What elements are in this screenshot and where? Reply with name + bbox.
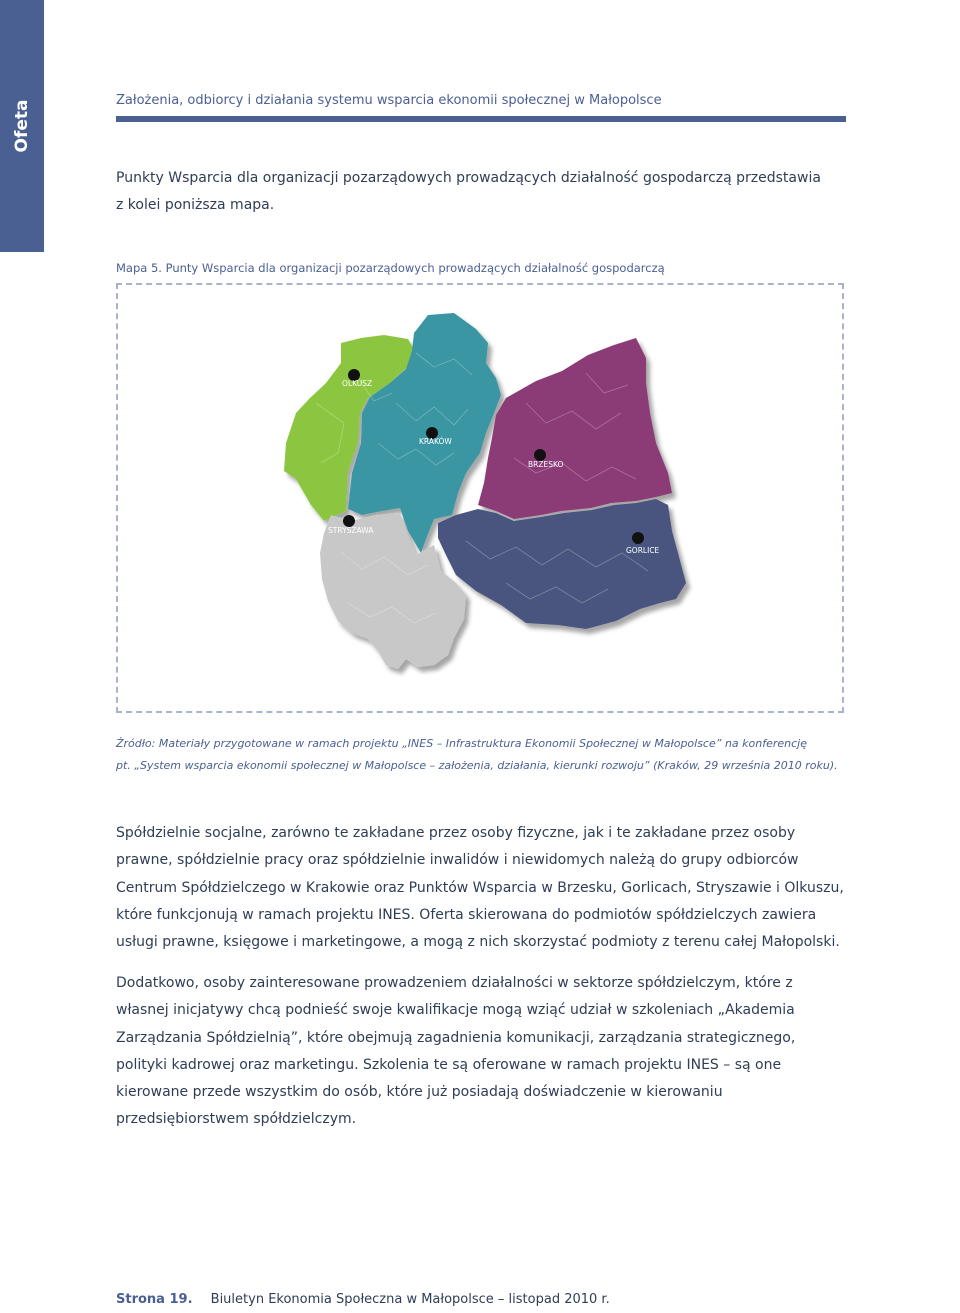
body-paragraph-2: Dodatkowo, osoby zainteresowane prowadzeniem działalności w sektorze spółdzielczym, które z własnej inicjatywy chcą podnieść swoje kwalifikacje mogą wziąć udział w szkoleniach „Akademia Zarządzania Spółdzielnią”, które obejmują zagadnienia komunikacji, zarządzania strategicznego, polityki kadrowej oraz marketingu. Szkolenia te są oferowane w ramach projektu INES – są one kierowane przede wszystkim do osób, które już posiadają doświadczenie w kierowaniu przedsiębiorstwem spółdzielczym. (116, 975, 796, 1128)
map-caption: Mapa 5. Punty Wsparcia dla organizacji pozarządowych prowadzących działalność gospodarczą (116, 261, 665, 275)
krakow-label: KRAKÓW (419, 437, 452, 446)
olkusz-label: OLKUSZ (342, 379, 373, 388)
publication-title: Biuletyn Ekonomia Społeczna w Małopolsce – listopad 2010 r. (210, 1292, 610, 1307)
brzesko-label: BRZESKO (528, 460, 564, 469)
gorlice-region (438, 499, 686, 629)
intro-paragraph (116, 165, 846, 219)
map-source (116, 733, 844, 777)
gorlice-label: GORLICE (626, 546, 660, 555)
side-tab (0, 0, 44, 252)
body-paragraph-1: Spółdzielnie socjalne, zarówno te zakładane przez osoby fizyczne, jak i te zakładane przez osoby prawne, spółdzielnie pracy oraz spółdzielnie inwalidów i niewidomych należą do grupy odbiorców Centrum Spółdzielczego w Krakowie oraz Punktów Wsparcia w Brzesku, Gorlicach, Stryszawie i Olkuszu, które funkcjonują w ramach projektu INES. Oferta skierowana do podmiotów spółdzielczych zawiera usługi prawne, księgowe i marketingowe, a mogą z nich skorzystać podmioty z terenu całej Małopolski. (116, 825, 844, 951)
running-header: Założenia, odbiorcy i działania systemu wsparcia ekonomii społecznej w Małopolsce (116, 93, 662, 108)
intro-line-1: Punkty Wsparcia dla organizacji pozarządowych prowadzących działalność gospodarczą przedstawia (116, 170, 821, 186)
footer (116, 1292, 610, 1307)
side-tab-label: Ofeta (12, 99, 32, 153)
stryszawa-label: STRYSZAWA (328, 526, 374, 535)
header-rule (116, 116, 846, 122)
page-number: Strona 19. (116, 1292, 193, 1307)
source-line-1: Źródło: Materiały przygotowane w ramach projektu „INES – Infrastruktura Ekonomii Społecznej w Małopolsce” na konferencję (116, 737, 808, 750)
intro-line-2: z kolei poniższa mapa. (116, 197, 275, 213)
region-map (116, 283, 844, 713)
gorlice-marker (632, 532, 644, 544)
brzesko-region (478, 338, 672, 519)
source-line-2: pt. „System wsparcia ekonomii społecznej w Małopolsce – założenia, działania, kierunki rozwoju” (Kraków, 29 września 2010 roku). (116, 759, 838, 772)
